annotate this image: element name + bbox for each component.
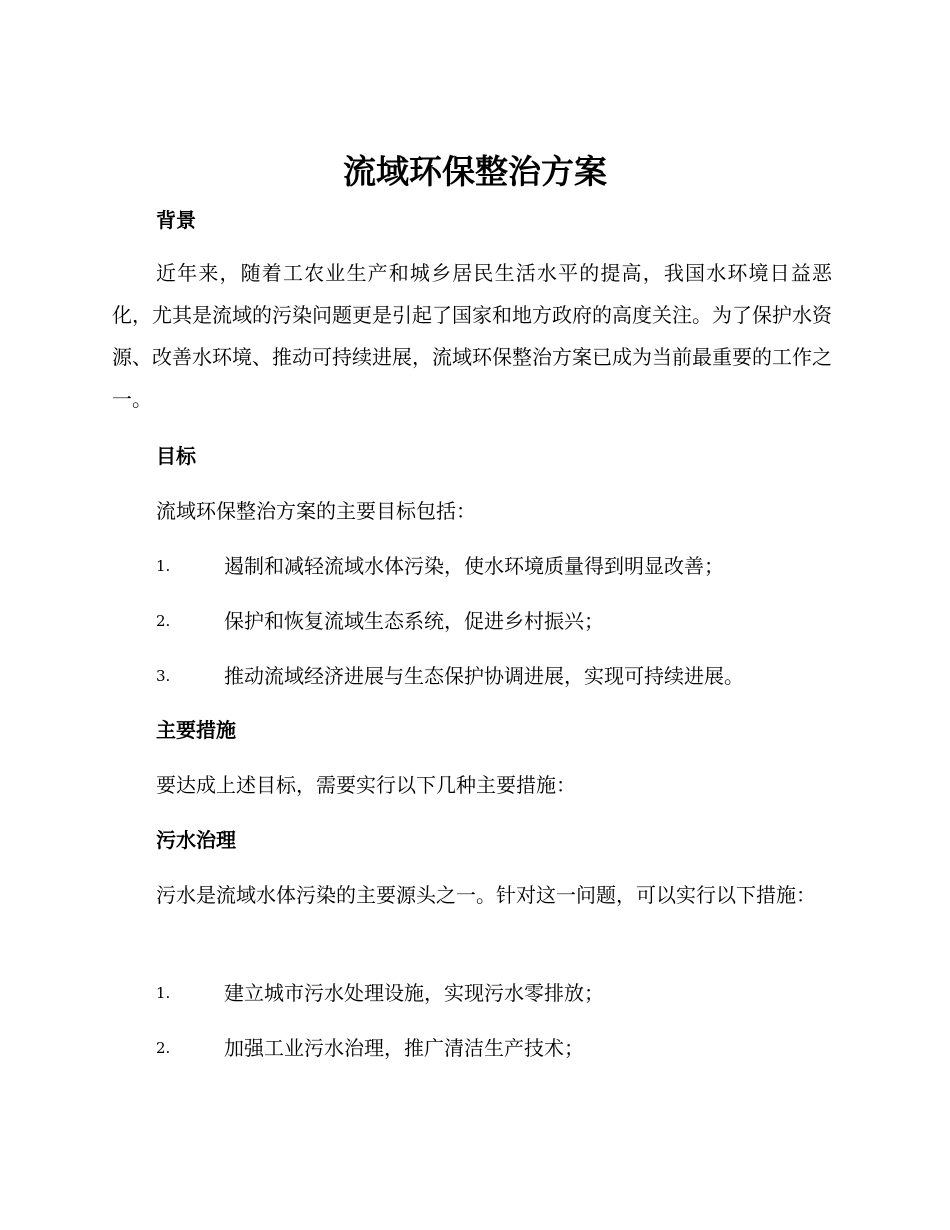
list-item-number: 3. (156, 667, 171, 685)
document-title: 流域环保整治方案 (343, 152, 607, 191)
list-item-number: 2. (156, 1039, 171, 1057)
background-paragraph: 近年来，随着工农业生产和城乡居民生活水平的提高，我国水环境日益恶化，尤其是流域的污染问题更是引起了国家和地方政府的高度关注。为了保护水资源、改善水环境、推动可持续进展，流域环保整治方案已成为当前最重要的工作之一。 (112, 261, 832, 411)
list-item-number: 1. (156, 984, 171, 1002)
measures-intro: 要达成上述目标，需要实行以下几种主要措施： (156, 773, 576, 797)
sewage-paragraph: 污水是流域水体污染的主要源头之一。针对这一问题，可以实行以下措施： (156, 883, 816, 907)
list-item-text: 推动流域经济进展与生态保护协调进展，实现可持续进展。 (224, 664, 744, 688)
list-item-text: 建立城市污水处理设施，实现污水零排放； (224, 981, 604, 1005)
list-item-number: 1. (156, 557, 171, 575)
list-item-text: 遏制和减轻流域水体污染，使水环境质量得到明显改善； (224, 554, 724, 578)
list-item-number: 2. (156, 612, 171, 630)
list-item-text: 加强工业污水治理，推广清洁生产技术； (224, 1036, 584, 1060)
list-item-text: 保护和恢复流域生态系统，促进乡村振兴； (224, 609, 604, 633)
section-heading-goals: 目标 (156, 444, 196, 468)
section-heading-sewage: 污水治理 (156, 828, 236, 852)
section-heading-background: 背景 (156, 208, 196, 232)
section-heading-measures: 主要措施 (156, 718, 236, 742)
goals-intro: 流域环保整治方案的主要目标包括： (156, 499, 476, 523)
